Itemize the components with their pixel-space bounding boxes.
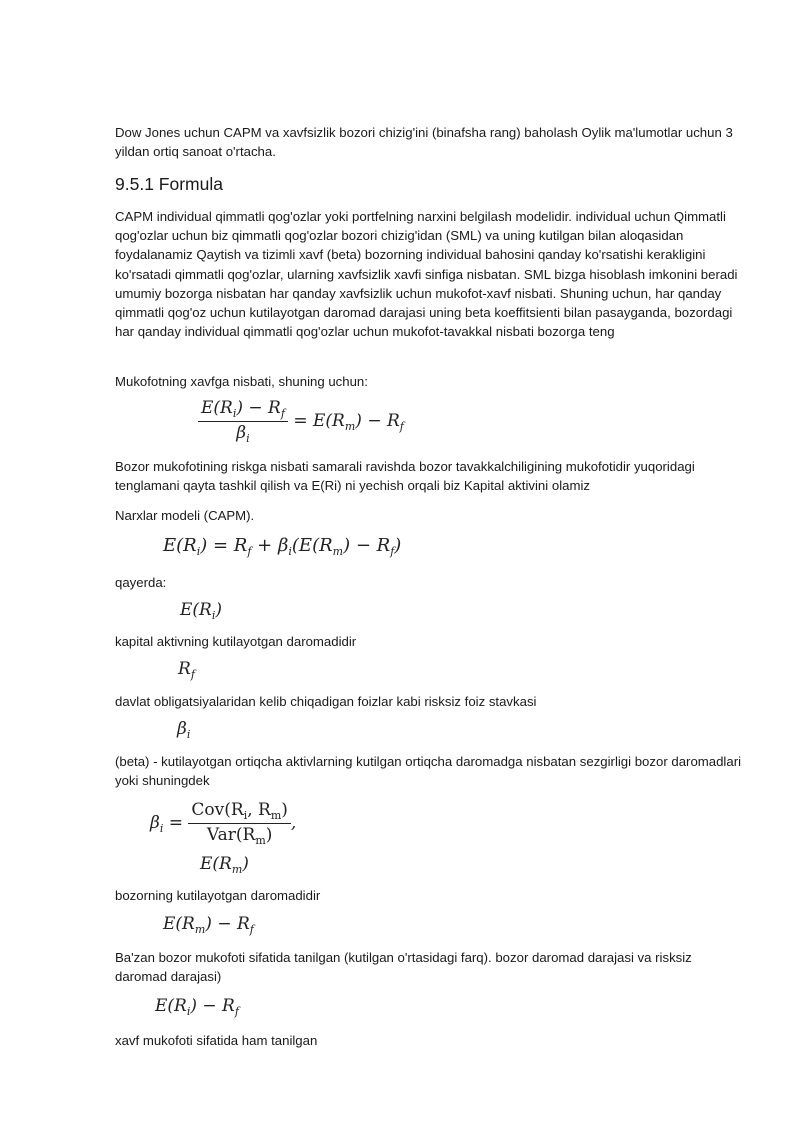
beta-lhs: $\beta_i$ = xyxy=(150,813,184,835)
definition-beta: (beta) - kutilayotgan ortiqcha aktivlarning kutilgan ortiqcha daromadga nisbatan sezgirligi bozor daromadlari yoki shuningdek xyxy=(115,754,742,789)
formula-risk-free-rate: $R_f$ xyxy=(178,659,195,681)
formula-capm: $E(R_i) = R_f + \beta_i(E(R_m) - R_f)$ xyxy=(163,535,402,558)
intro-paragraph: CAPM individual qimmatli qog'ozlar yoki portfelning narxini belgilash modelidir. individual uchun Qimmatli qog'ozlar uchun biz qimmatli qog'ozlar bozori chizig'idan (SML) va uning kutilgan bilan aloqasidan foydalanamiz Qaytish va tizimli xavf (beta) bozorning individual bahosini qanday ko'rsatishi kerakligini ko'rsatadi qimmatli qog'ozlar, ularning xavfsizlik xavfi sinfiga nisbatan. SML bizga hisoblash imkonini beradi umumiy bozorga nisbatan har qanday xavfsizlik uchun mukofot-xavf nisbati. Shuning uchun, har qanday qimmatli qog'oz uchun kutilayotgan daromad darajasi uning beta koeffitsienti bilan pasayganda, bozordagi har qanday individual qimmatli qog'ozlar uchun mukofot-tavakkal nisbati bozorga teng xyxy=(115,209,738,340)
formula-asset-premium: $E(R_i) - R_f$ xyxy=(155,996,239,1018)
formula-expected-asset-return: $E(R_i)$ xyxy=(180,600,223,622)
formula-beta-definition: $\beta_i$ = $\frac{Cov(R_i, R_m)}{Var(R_m)}$ , xyxy=(150,800,297,847)
beta-fraction xyxy=(188,800,291,847)
figure-caption: Dow Jones uchun CAPM va xavfsizlik bozori chizig'ini (binafsha rang) baholash Oylik ma'lumotlar uchun 3 yildan ortiq sanoat o'rtacha. xyxy=(115,125,733,160)
model-label: Narxlar modeli (CAPM). xyxy=(115,508,255,523)
beta-numerator: $Cov(R_i$, $R_m$) xyxy=(188,800,291,824)
definition-expected-return: kapital aktivning kutilayotgan daromadidir xyxy=(115,634,357,649)
reward-ratio-rhs: = $E(R_m) - R_f$ xyxy=(293,411,404,433)
definition-risk-free: davlat obligatsiyalaridan kelib chiqadigan foizlar kabi risksiz foiz stavkasi xyxy=(115,694,537,709)
where-label: qayerda: xyxy=(115,575,167,590)
definition-market-return: bozorning kutilayotgan daromadidir xyxy=(115,888,321,903)
formula-market-premium: $E(R_m) - R_f$ xyxy=(163,914,254,936)
reward-ratio-denominator: $\beta_i$ xyxy=(236,423,250,445)
reward-ratio-label: Mukofotning xavfga nisbati, shuning uchun: xyxy=(115,374,368,389)
rearrange-paragraph: Bozor mukofotining riskga nisbati samarali ravishda bozor tavakkalchiligining mukofotidir yuqoridagi tenglamani qayta tashkil qilish va E(Ri) ni yechish orqali biz Kapital aktivini olamiz xyxy=(115,459,695,494)
formula-expected-market-return: $E(R_m)$ xyxy=(200,854,249,876)
definition-risk-premium: xavf mukofoti sifatida ham tanilgan xyxy=(115,1033,318,1048)
formula-reward-to-risk xyxy=(198,398,404,445)
beta-denominator: $Var(R_m)$ xyxy=(206,825,273,847)
reward-ratio-numerator: $E(R_i) - R_f$ xyxy=(198,398,288,422)
formula-beta-symbol: $\beta_i$ xyxy=(177,719,191,741)
reward-ratio-fraction xyxy=(198,398,288,445)
definition-market-premium: Ba'zan bozor mukofoti sifatida tanilgan (kutilgan o'rtasidagi farq). bozor daromad darajasi va risksiz daromad darajasi) xyxy=(115,950,692,985)
section-heading: 9.5.1 Formula xyxy=(115,174,223,194)
